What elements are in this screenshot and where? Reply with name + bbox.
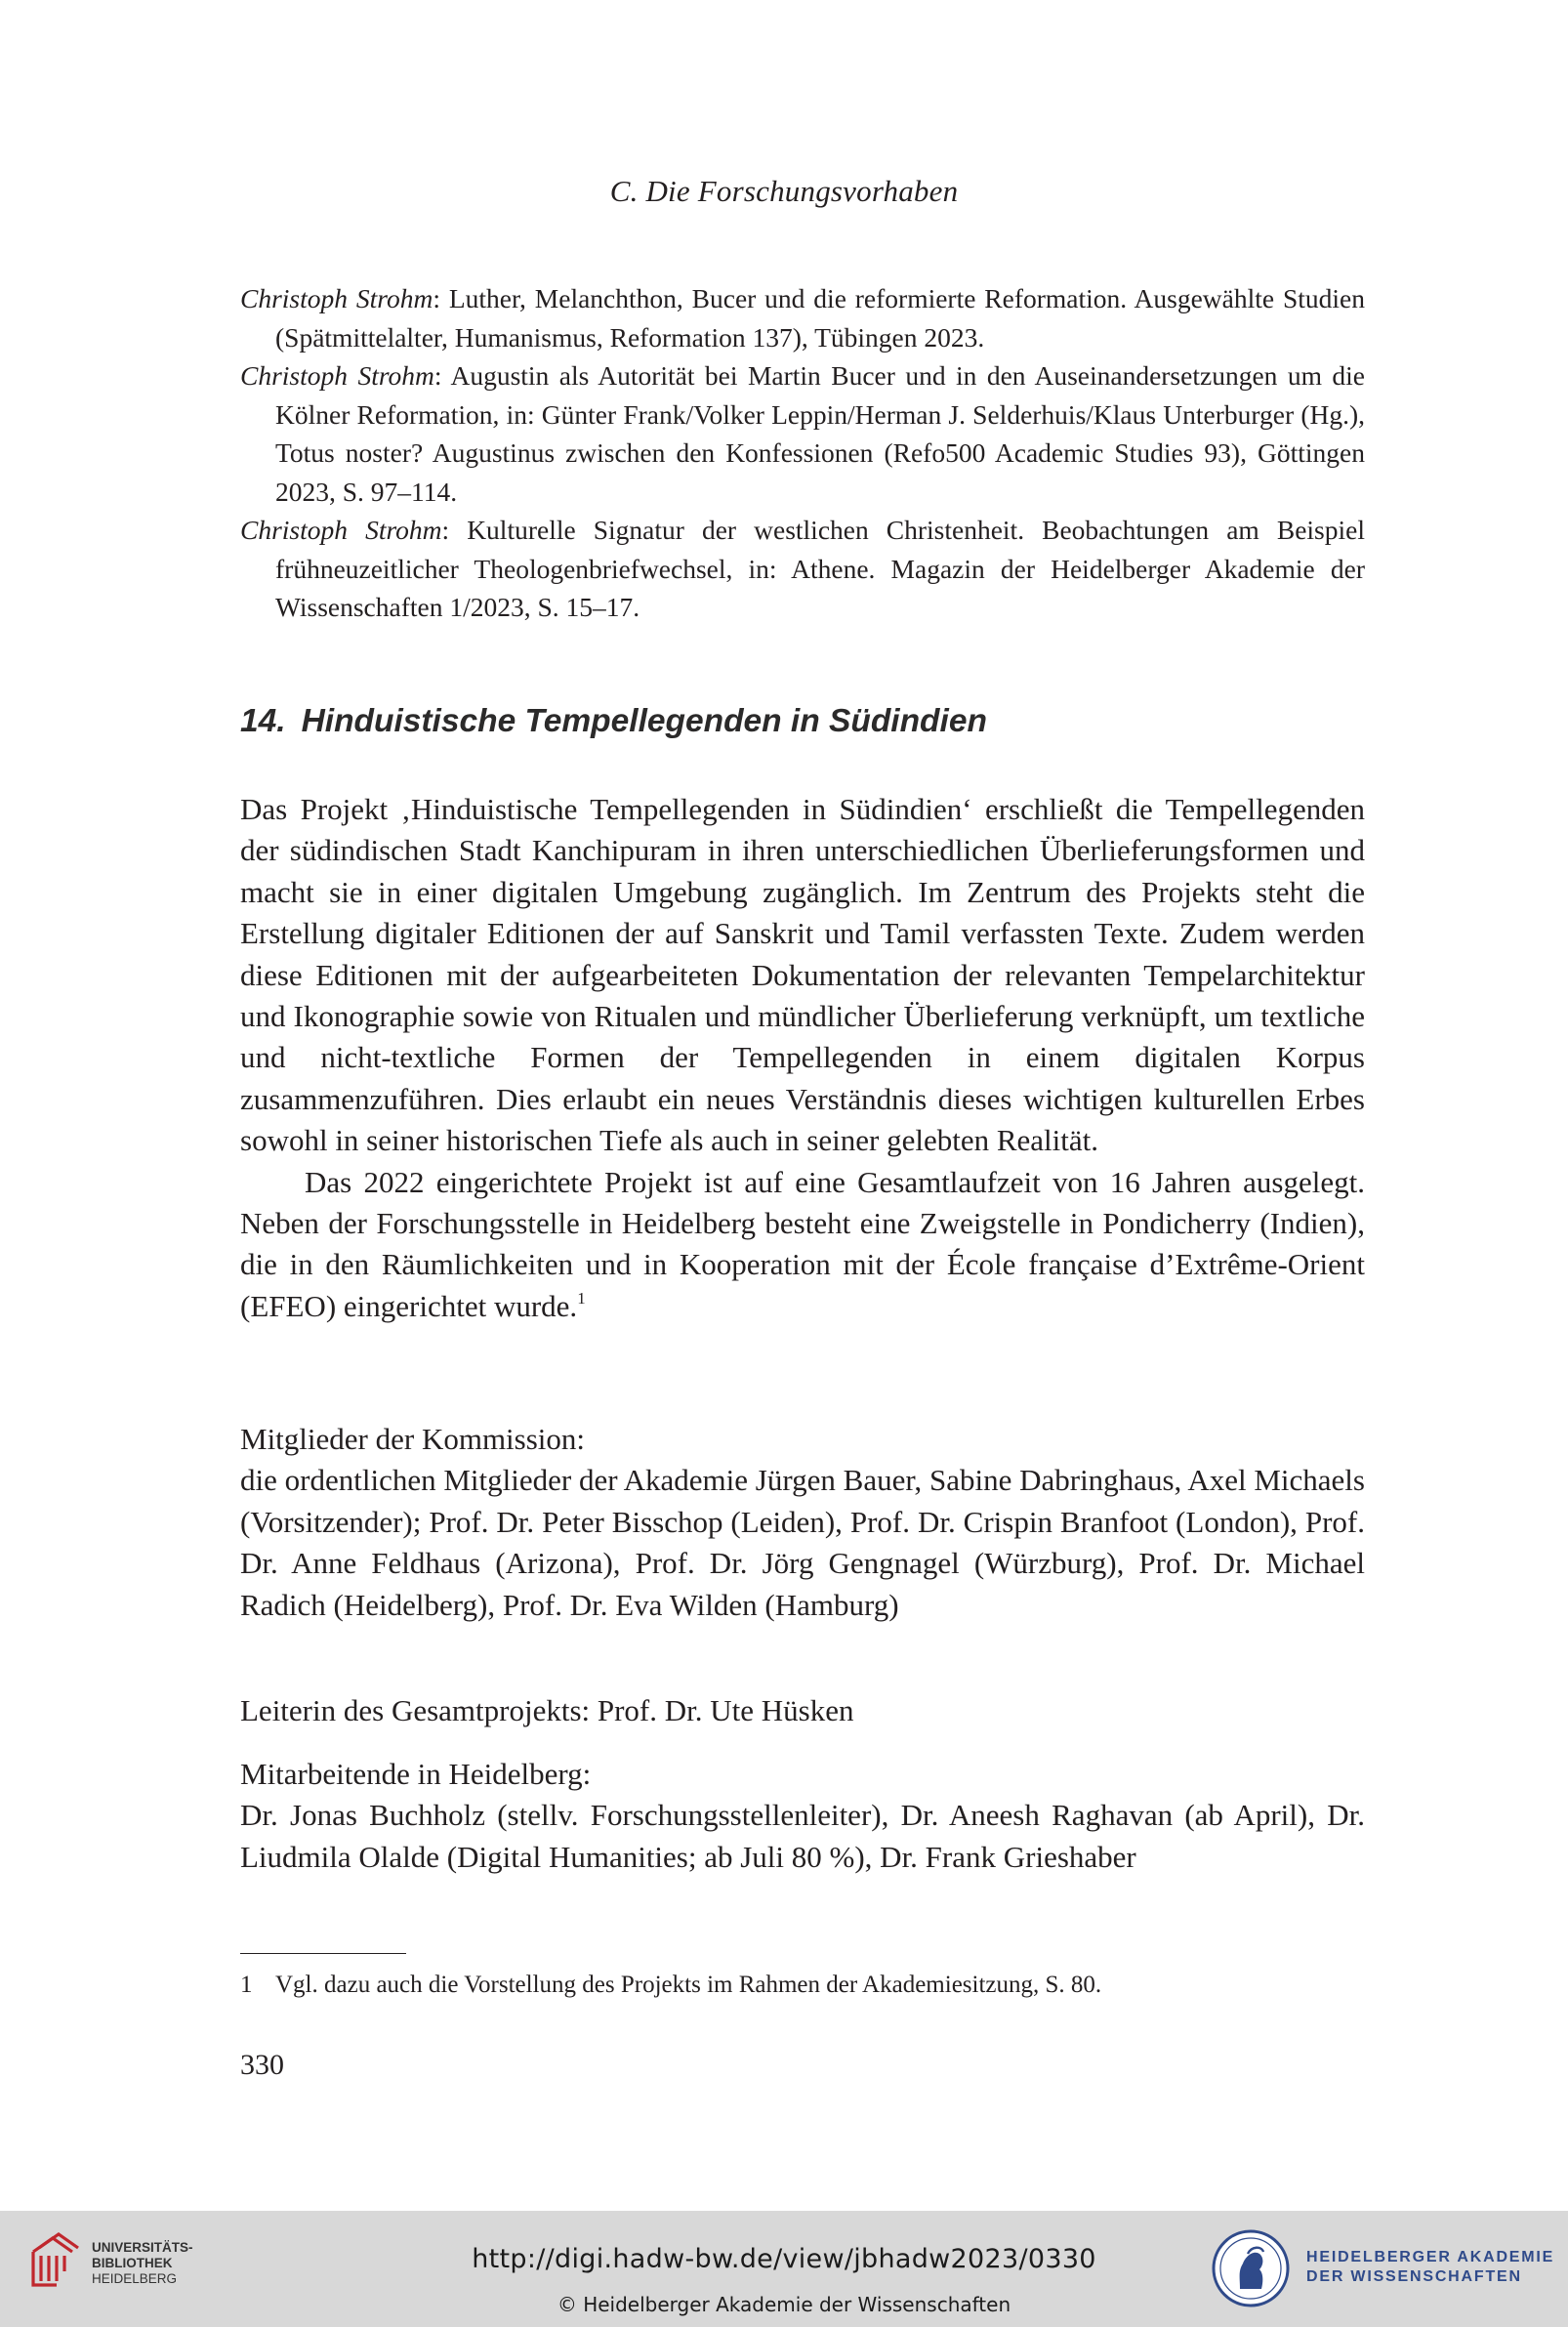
footnote-marker[interactable]: 1 [577, 1288, 586, 1308]
academy-line: HEIDELBERGER AKADEMIE [1306, 2249, 1555, 2265]
section-title: Hinduistische Tempellegenden in Südindien [301, 703, 987, 739]
paragraph: Das Projekt ‚Hinduistische Tempellegenden in Südindien‘ erschließt die Tempellegenden der südindischen Stadt Kanchipuram in ihren unterschiedlichen Überlieferungsformen und macht sie in einer digitalen Umgebung zugänglich. Im Zentrum des Projekts steht die Erstellung digitaler Editionen der auf Sanskrit und Tamil verfassten Texte. Zudem werden diese Editionen mit der aufgearbeiteten Dokumentation der relevanten Tempelarchitektur und Ikonographie sowie von Ritualen und mündlicher Überlieferung verknüpft, um textliche und nicht-textliche Formen der Tempellegenden in einem digitalen Korpus zusammenzuführen. Dies erlaubt ein neues Verständnis dieses wichtigen kulturellen Erbes sowohl in seiner historischen Tiefe als auch in seiner gelebten Realität. [240, 792, 1365, 1158]
body-text [240, 789, 1365, 1327]
entry-author: Christoph Strohm [240, 360, 434, 391]
entry-text: : Kulturelle Signatur der westlichen Christenheit. Beobachtungen am Beispiel frühneuzeitlicher Theologenbriefwechsel, in: Athene. Magazin der Heidelberger Akademie der Wissenschaften 1/2023, S. 15–17. [275, 515, 1365, 622]
paragraph-text: Das 2022 eingerichtete Projekt ist auf eine Gesamtlaufzeit von 16 Jahren ausgelegt. Neben der Forschungsstelle in Heidelberg besteht eine Zweigstelle in Pondicherry (Indien), die in den Räumlichkeiten und in Kooperation mit der École française d’Extrême-Orient (EFEO) eingerichtet wurde. [240, 1164, 1365, 1323]
footnote-separator [240, 1953, 406, 1954]
footnote-number: 1 [240, 1972, 253, 1998]
leader-text: Leiterin des Gesamtprojekts: Prof. Dr. Ute Hüsken [240, 1693, 854, 1727]
academy-line: DER WISSENSCHAFTEN [1306, 2268, 1522, 2285]
footnote-text: Vgl. dazu auch die Vorstellung des Projekts im Rahmen der Akademiesitzung, S. 80. [275, 1972, 1102, 1998]
page-number: 330 [240, 2049, 284, 2081]
entry-author: Christoph Strohm [240, 515, 442, 545]
academy-name [1306, 2248, 1554, 2287]
entry-author: Christoph Strohm [240, 283, 433, 313]
bibliography-entry [240, 279, 1365, 356]
ub-line: HEIDELBERG [92, 2271, 178, 2286]
staff-heidelberg [240, 1754, 1365, 1878]
bibliography-entry [240, 511, 1365, 627]
academy-seal-icon[interactable] [1211, 2228, 1291, 2308]
bibliography-entry [240, 356, 1365, 511]
project-leader [240, 1690, 1365, 1731]
bibliography [240, 279, 1365, 627]
staff-text: Dr. Jonas Buchholz (stellv. Forschungsstellenleiter), Dr. Aneesh Raghavan (ab April), Dr. Liudmila Olalde (Digital Humanities; ab Juli 80 %), Dr. Frank Grieshaber [240, 1798, 1365, 1874]
commission-members [240, 1419, 1365, 1626]
copyright-notice: © Heidelberger Akademie der Wissenschaften [557, 2293, 1011, 2316]
ub-line: BIBLIOTHEK [92, 2256, 173, 2270]
permalink-url[interactable]: http://digi.hadw-bw.de/view/jbhadw2023/0330 [472, 2244, 1096, 2274]
paragraph [240, 1162, 1365, 1328]
entry-text: : Luther, Melanchthon, Bucer und die reformierte Reformation. Ausgewählte Studien (Spätmittelalter, Humanismus, Reformation 137), Tübingen 2023. [275, 283, 1365, 353]
members-text: die ordentlichen Mitglieder der Akademie Jürgen Bauer, Sabine Dabringhaus, Axel Michaels (Vorsitzender); Prof. Dr. Peter Bisschop (Leiden), Prof. Dr. Crispin Branfoot (London), Prof. Dr. Anne Feldhaus (Arizona), Prof. Dr. Jörg Gengnagel (Würzburg), Prof. Dr. Michael Radich (Heidelberg), Prof. Dr. Eva Wilden (Hamburg) [240, 1463, 1365, 1622]
running-head: C. Die Forschungsvorhaben [609, 174, 959, 208]
ub-line: UNIVERSITÄTS- [92, 2240, 193, 2255]
footer-bar [0, 2211, 1568, 2327]
section-heading [240, 703, 1365, 740]
staff-label: Mitarbeitende in Heidelberg: [240, 1757, 592, 1791]
entry-text: : Augustin als Autorität bei Martin Bucer und in den Auseinandersetzungen um die Kölner Reformation, in: Günter Frank/Volker Leppin/Herman J. Selderhuis/Klaus Unterburger (Hg.), Totus noster? Augustinus zwischen den Konfessionen (Refo500 Academic Studies 93), Göttingen 2023, S. 97–114. [275, 360, 1365, 507]
footnote [240, 1968, 1365, 2003]
members-label: Mitglieder der Kommission: [240, 1422, 586, 1456]
section-number: 14. [240, 703, 286, 739]
